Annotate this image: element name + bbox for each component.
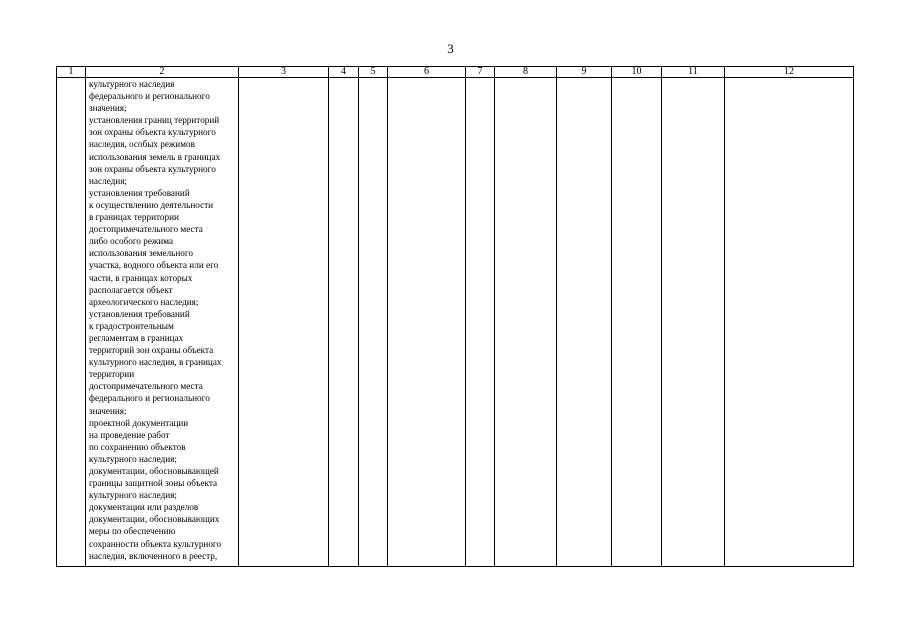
text-line: территории <box>89 369 135 380</box>
text-line: культурного наследия, в границах <box>89 357 222 368</box>
text-line: зон охраны объекта культурного <box>89 127 216 138</box>
text-line: к градостроительным <box>89 320 174 331</box>
text-line: использования земель в границах <box>89 151 221 162</box>
text-line: наследия; <box>89 175 127 186</box>
table-cell-col-12 <box>725 78 854 567</box>
text-line: документации, обосновывающей <box>89 466 219 476</box>
column-header-10: 10 <box>612 67 662 78</box>
text-line: проектной документации <box>89 417 189 428</box>
text-line: зон охраны объекта культурного <box>89 163 216 174</box>
table-cell-col-8 <box>495 78 557 567</box>
text-line: культурного наследия; <box>89 453 177 464</box>
column-header-8: 8 <box>495 67 557 78</box>
text-line: располагается объект <box>89 284 173 295</box>
text-line: территорий зон охраны объекта <box>89 345 214 356</box>
text-line: части, в границах которых <box>89 272 193 283</box>
table-cell-col-5 <box>359 78 388 567</box>
column-header-7: 7 <box>466 67 495 78</box>
text-line: по сохранению объектов <box>89 441 186 452</box>
text-line: границы защитной зоны объекта <box>89 478 218 489</box>
text-line: археологического наследия; <box>89 296 199 307</box>
column-header-6: 6 <box>388 67 466 78</box>
column-header-4: 4 <box>329 67 359 78</box>
column-header-2: 2 <box>86 67 239 78</box>
text-line: установления требований <box>89 308 190 319</box>
table-header-row <box>57 67 854 78</box>
text-line: установления требований <box>89 187 190 198</box>
text-line: в границах территории <box>89 212 179 223</box>
text-line: достопримечательного места <box>89 381 203 392</box>
text-line: культурного наследия; <box>89 490 177 501</box>
column-2-text <box>86 78 238 562</box>
column-header-1: 1 <box>57 67 86 78</box>
text-line: федерального и регионального <box>89 393 210 404</box>
text-line: к осуществлению деятельности <box>89 199 214 210</box>
text-line: использования земельного <box>89 248 193 259</box>
table-cell-col-11 <box>662 78 725 567</box>
text-line: наследия, особых режимов <box>89 139 195 150</box>
column-header-12: 12 <box>725 67 854 78</box>
table-cell-col-1 <box>57 78 86 567</box>
text-line: наследия, включенного в реестр, <box>89 550 218 561</box>
table-row <box>57 78 854 567</box>
column-header-11: 11 <box>662 67 725 78</box>
text-line: культурного наследия <box>89 79 175 89</box>
table-cell-col-7 <box>466 78 495 567</box>
text-line: либо особого режима <box>89 236 174 247</box>
column-header-9: 9 <box>557 67 612 78</box>
text-line: меры по обеспечению <box>89 526 176 537</box>
table-cell-col-10 <box>612 78 662 567</box>
page-number: 3 <box>447 41 454 56</box>
text-line: на проведение работ <box>89 429 170 440</box>
column-header-3: 3 <box>239 67 329 78</box>
text-line: документации, обосновывающих <box>89 514 220 525</box>
column-header-5: 5 <box>359 67 388 78</box>
table-cell-col-9 <box>557 78 612 567</box>
text-line: сохранности объекта культурного <box>89 538 222 549</box>
text-line: федерального и регионального <box>89 91 210 102</box>
text-line: документации или разделов <box>89 502 199 513</box>
text-line: значения; <box>89 405 127 416</box>
table-cell-col-2 <box>86 78 239 567</box>
table-cell-col-3 <box>239 78 329 567</box>
text-line: значения; <box>89 103 127 114</box>
table-cell-col-6 <box>388 78 466 567</box>
table-cell-col-4 <box>329 78 359 567</box>
text-line: установления границ территорий <box>89 115 220 126</box>
text-line: достопримечательного места <box>89 224 203 235</box>
text-line: регламентам в границах <box>89 332 184 343</box>
document-table <box>56 66 854 567</box>
text-line: участка, водного объекта или его <box>89 260 219 271</box>
